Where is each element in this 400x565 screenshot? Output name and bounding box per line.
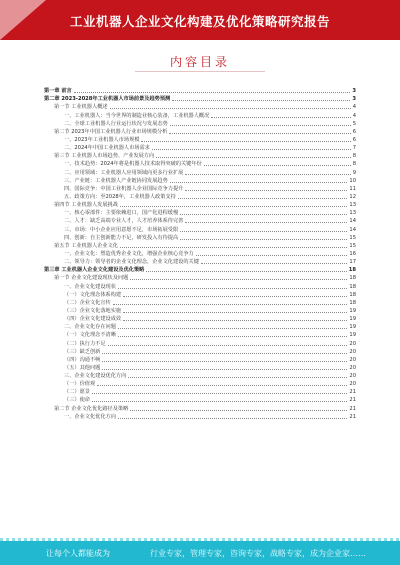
toc-entry[interactable] <box>44 355 356 363</box>
toc-entry-page: 21 <box>349 413 356 420</box>
footer-slogan-left: 让每个人都能成为 <box>46 549 110 558</box>
toc-entry[interactable] <box>44 184 356 192</box>
toc-entry-page: 20 <box>349 356 356 363</box>
toc-entry[interactable] <box>44 387 356 395</box>
toc-dot-leader <box>97 385 347 386</box>
toc-entry[interactable] <box>44 110 356 118</box>
toc-entry-label: （五）其他问题 <box>64 364 101 371</box>
toc-entry-page: 16 <box>349 250 356 257</box>
toc-dot-leader <box>180 214 347 215</box>
toc-entry-page: 19 <box>349 324 356 331</box>
toc-dot-leader <box>123 320 347 321</box>
toc-entry-page: 5 <box>352 120 356 127</box>
toc-entry-label: （三）企业文化落地实施 <box>64 307 122 314</box>
toc-entry-label: 三、市场：中小企业应用意愿不足，市场拓展受限 <box>64 226 179 233</box>
toc-heading-divider <box>135 71 265 72</box>
toc-entry-page: 21 <box>349 389 356 396</box>
toc-dot-leader <box>170 182 348 183</box>
toc-dot-leader <box>130 279 347 280</box>
toc-entry[interactable] <box>44 159 356 167</box>
toc-entry-label: 第一节 工业机器人概述 <box>54 104 108 111</box>
toc-dot-leader <box>123 312 347 313</box>
toc-entry-label: 第一节 企业文化建设现状及问题 <box>54 275 129 282</box>
toc-entry-label: 五、政策方向：至2028年，工业机器人政策支持 <box>64 193 176 200</box>
footer-slogan-right: 行业专家，管理专家，咨询专家，战略专家，成为企业家…… <box>150 549 366 558</box>
toc-dot-leader <box>123 296 347 297</box>
toc-entry-label: 一、企业文化：塑造优秀企业文化，增强企业核心竞争力 <box>64 250 194 257</box>
toc-entry[interactable] <box>44 363 356 371</box>
toc-entry-label: 第二节 2023年中国工业机器人行业市场规模分析 <box>54 128 168 135</box>
toc-dot-leader <box>196 255 348 256</box>
toc-entry-page: 18 <box>349 283 356 290</box>
toc-entry-page: 12 <box>349 193 356 200</box>
toc-dot-leader <box>146 271 346 272</box>
toc-dot-leader <box>180 231 347 232</box>
toc-entry-label: （二）愿景 <box>64 389 90 396</box>
toc-dot-leader <box>130 410 347 411</box>
toc-entry-page: 20 <box>349 373 356 380</box>
toc-entry-page: 7 <box>352 145 356 152</box>
toc-entry-page: 4 <box>352 104 356 111</box>
toc-entry-label: 第二章 2023-2028年工业机器人市场前景及趋势预测 <box>44 96 171 103</box>
toc-entry[interactable] <box>44 241 356 249</box>
toc-entry-page: 13 <box>349 202 356 209</box>
toc-entry[interactable] <box>44 347 356 355</box>
toc-entry-label: 四、创新：自主创新能力不足，研发投入有待提高 <box>64 234 179 241</box>
toc-entry-label: 第五节 工业机器人企业文化 <box>54 242 118 249</box>
toc-dot-leader <box>172 100 350 101</box>
toc-dot-leader <box>204 165 351 166</box>
toc-entry[interactable] <box>44 224 356 232</box>
toc-entry[interactable] <box>44 273 356 281</box>
toc-dot-leader <box>178 198 348 199</box>
toc-entry-page: 4 <box>352 112 356 119</box>
toc-entry-page: 3 <box>352 96 356 103</box>
toc-dot-leader <box>185 174 350 175</box>
toc-entry-page: 18 <box>348 267 356 274</box>
toc-dot-leader <box>141 141 350 142</box>
toc-entry-page: 19 <box>349 307 356 314</box>
toc-entry-page: 20 <box>349 348 356 355</box>
toc-entry[interactable] <box>44 371 356 379</box>
toc-dot-leader <box>74 92 351 93</box>
table-of-contents <box>44 86 356 420</box>
toc-entry-label: 二、领导力：领导者的企业文化理念，企业文化建设的关键 <box>64 259 199 266</box>
toc-entry[interactable] <box>44 94 356 102</box>
toc-entry-label: 二、应用领域：工业机器人应用领域向更多行业扩展 <box>64 169 184 176</box>
toc-entry[interactable] <box>44 281 356 289</box>
toc-entry-label: 一、企业文化优化方向 <box>64 413 116 420</box>
toc-entry-label: （一）价值观 <box>64 381 96 388</box>
toc-entry-label: 第一章 前言 <box>44 88 72 95</box>
toc-entry-page: 8 <box>352 153 356 160</box>
toc-entry[interactable] <box>44 135 356 143</box>
toc-dot-leader <box>118 288 348 289</box>
toc-entry-page: 18 <box>349 299 356 306</box>
toc-entry-label: 一、技术趋势：2024年将是机器人技术取得突破的关键年份 <box>64 161 202 168</box>
toc-entry-page: 15 <box>349 234 356 241</box>
toc-entry[interactable] <box>44 257 356 265</box>
header-banner <box>0 0 400 40</box>
toc-dot-leader <box>152 149 351 150</box>
toc-entry[interactable] <box>44 176 356 184</box>
toc-entry-label: 一、核心零部件：主要依赖进口，国产化进程缓慢 <box>64 210 179 217</box>
toc-entry-label: 第二节 企业文化优化路径及策略 <box>54 405 129 412</box>
toc-dot-leader <box>102 369 347 370</box>
toc-entry[interactable] <box>44 290 356 298</box>
toc-entry-page: 20 <box>349 381 356 388</box>
toc-entry-label: （一）文化理念不清晰 <box>64 332 116 339</box>
toc-dot-leader <box>92 393 347 394</box>
toc-entry-page: 6 <box>352 136 356 143</box>
toc-entry-label: 二、2024年中国工业机器人市场需求 <box>64 145 150 152</box>
toc-entry-page: 14 <box>349 218 356 225</box>
report-title: 工业机器人企业文化构建及优化策略研究报告 <box>69 14 330 29</box>
toc-entry-label: （二）企业文化宣传 <box>64 299 111 306</box>
toc-entry-label: 四、国际竞争：中国工业机器人企业国际竞争力提升 <box>64 185 184 192</box>
toc-entry-label: （四）沟通不畅 <box>64 356 101 363</box>
toc-entry-page: 17 <box>349 259 356 266</box>
toc-dot-leader <box>169 133 350 134</box>
toc-dot-leader <box>110 108 351 109</box>
toc-entry[interactable] <box>44 249 356 257</box>
toc-entry-page: 13 <box>349 210 356 217</box>
toc-entry-label: （四）企业文化建设成效 <box>64 316 122 323</box>
toc-entry[interactable] <box>44 314 356 322</box>
toc-entry-label: 一、2023年工业机器人市场规模 <box>64 136 140 143</box>
toc-dot-leader <box>201 263 348 264</box>
toc-entry-page: 10 <box>349 177 356 184</box>
toc-entry-label: （二）执行力不足 <box>64 340 106 347</box>
toc-entry[interactable] <box>44 233 356 241</box>
toc-entry-page: 9 <box>352 169 356 176</box>
toc-entry-page: 18 <box>349 275 356 282</box>
toc-entry[interactable] <box>44 298 356 306</box>
toc-entry-label: 二、企业文化存在问题 <box>64 324 116 331</box>
toc-entry-page: 8 <box>352 161 356 168</box>
toc-dot-leader <box>120 206 347 207</box>
toc-entry[interactable] <box>44 151 356 159</box>
toc-entry-label: 三、产业链：工业机器人产业链协同发展趋势 <box>64 177 168 184</box>
toc-entry-label: （三）缺乏创新 <box>64 348 101 355</box>
toc-entry[interactable] <box>44 127 356 135</box>
toc-dot-leader <box>118 336 348 337</box>
toc-dot-leader <box>113 304 348 305</box>
toc-entry[interactable] <box>44 208 356 216</box>
toc-dot-leader <box>180 239 347 240</box>
toc-entry-label: 第三章 工业机器人企业文化建设及优化策略 <box>44 267 145 274</box>
toc-dot-leader <box>108 345 348 346</box>
toc-entry[interactable] <box>44 330 356 338</box>
toc-entry-label: （三）使命 <box>64 397 90 404</box>
toc-dot-leader <box>118 328 348 329</box>
footer-bar <box>0 541 400 565</box>
toc-dot-leader <box>156 157 350 158</box>
toc-entry[interactable] <box>44 143 356 151</box>
toc-entry[interactable] <box>44 192 356 200</box>
toc-entry-label: 二、人才：缺乏高端专业人才，人才培养体系待完善 <box>64 218 184 225</box>
toc-entry-page: 6 <box>352 128 356 135</box>
toc-heading: 内容目录 <box>169 55 230 69</box>
toc-entry-page: 21 <box>349 397 356 404</box>
toc-entry-page: 15 <box>349 242 356 249</box>
toc-entry[interactable] <box>44 86 356 94</box>
toc-entry[interactable] <box>44 102 356 110</box>
toc-dot-leader <box>185 222 347 223</box>
toc-entry-page: 11 <box>349 185 356 192</box>
toc-dot-leader <box>118 418 348 419</box>
toc-entry[interactable] <box>44 412 356 420</box>
toc-entry[interactable] <box>44 395 356 403</box>
toc-dot-leader <box>170 125 351 126</box>
toc-entry-page: 21 <box>349 405 356 412</box>
toc-entry-label: 一、企业文化建设现状 <box>64 283 116 290</box>
toc-entry-label: 二、全球工业机器人行业运行状况与发展态势 <box>64 120 168 127</box>
toc-entry[interactable] <box>44 338 356 346</box>
toc-dot-leader <box>102 361 347 362</box>
toc-entry[interactable] <box>44 322 356 330</box>
toc-dot-leader <box>92 401 347 402</box>
toc-entry[interactable] <box>44 306 356 314</box>
toc-entry-label: （一）文化理念体系构建 <box>64 291 122 298</box>
toc-dot-leader <box>211 117 350 118</box>
toc-entry[interactable] <box>44 403 356 411</box>
toc-entry-page: 19 <box>349 332 356 339</box>
toc-entry-page: 18 <box>349 291 356 298</box>
toc-entry[interactable] <box>44 379 356 387</box>
toc-dot-leader <box>185 190 347 191</box>
toc-entry-label: 三、企业文化建设优化方向 <box>64 373 127 380</box>
toc-entry-page: 20 <box>349 340 356 347</box>
toc-entry-page: 3 <box>352 88 356 95</box>
toc-dot-leader <box>120 247 347 248</box>
toc-entry-page: 20 <box>349 364 356 371</box>
toc-dot-leader <box>102 353 347 354</box>
toc-entry[interactable] <box>44 265 356 273</box>
toc-entry-page: 19 <box>349 316 356 323</box>
toc-dot-leader <box>128 377 347 378</box>
toc-entry[interactable] <box>44 216 356 224</box>
toc-entry[interactable] <box>44 119 356 127</box>
toc-entry-label: 一、工业机器人：当今世界的制造业核心装备，工业机器人概况 <box>64 112 210 119</box>
toc-entry-page: 14 <box>349 226 356 233</box>
toc-entry-label: 第三节 工业机器人市场趋势、产业发展方向 <box>54 153 155 160</box>
toc-entry-label: 第四节 工业机器人发展挑战 <box>54 202 118 209</box>
toc-entry[interactable] <box>44 167 356 175</box>
toc-entry[interactable] <box>44 200 356 208</box>
